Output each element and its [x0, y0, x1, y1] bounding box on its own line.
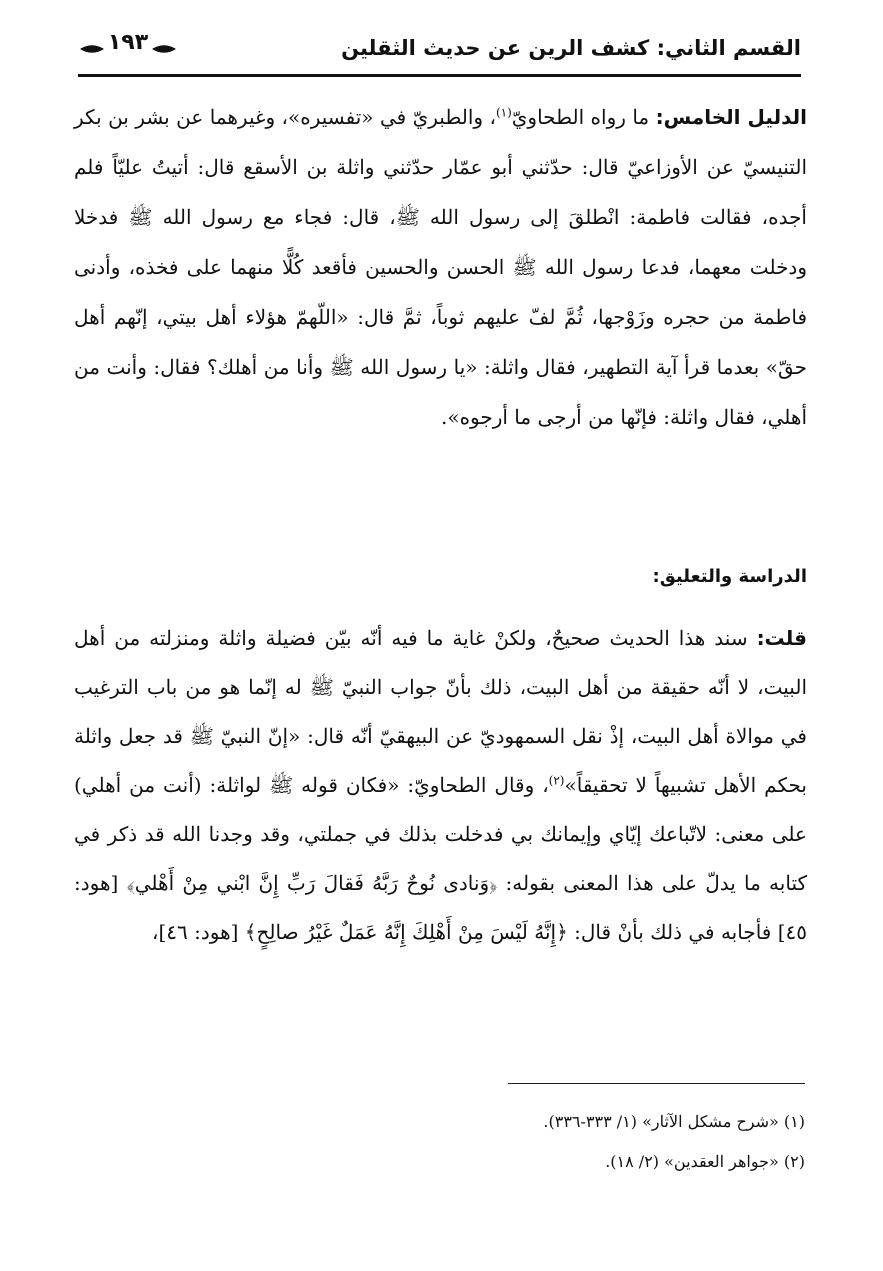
paragraph-text: ، والطبريّ في «تفسيره»، وغيرهما عن بشر بن بكر التنيسيّ عن الأوزاعيّ قال: حدّثني أبو عمّار حدّثني واثلة بن الأسقع قال: أتيتُ عليّاً فلم أجده، فقالت فاطمة: انْطلقَ إلى رسول الله ﷺ، قال: فجاء مع رسول الله ﷺ فدخلا ودخلت معهما، فدعا رسول الله ﷺ الحسن والحسين فأقعد كُلًّا منهما على فخذه، وأدنى فاطمة من حجره وزَوْجها، ثُمَّ لفّ عليهم ثوباً، ثمَّ قال: «اللّهمّ هؤلاء أهل بيتي، إنّهم أهل حقّ» بعدما قرأ آية التطهير، فقال واثلة: «يا رسول الله ﷺ وأنا من أهلك؟ فقال: وأنت من أهلي، فقال واثلة: فإنّها من أرجى ما أرجوه».	[74, 105, 808, 429]
paragraph-text: ما رواه الطحاويّ	[511, 105, 656, 129]
footnote: (٢) «جواهر العقدين» (٢/ ١٨).	[605, 1152, 805, 1171]
page-number-block	[78, 30, 178, 64]
footnote-divider	[508, 1083, 805, 1084]
paragraph-evidence-five	[74, 92, 807, 442]
footnotes	[74, 1110, 805, 1190]
page-header	[78, 30, 801, 77]
paragraph-text: سند هذا الحديث صحيحٌ، ولكنْ غاية ما فيه أنّه بيّن فضيلة واثلة ومنزلته من أهل البيت، لا أنّه حقيقة من أهل البيت، ذلك بأنّ جواب النبيّ ﷺ له إنّما هو من باب الترغيب في موالاة أهل البيت، إذْ نقل السمهوديّ عن البيهقيّ أنّه قال: «إنّ النبيّ ﷺ قد جعل واثلة بحكم الأهل تشبيهاً لا تحقيقاً»	[74, 626, 807, 797]
footnote-ref: (٢)	[548, 773, 565, 788]
running-title: القسم الثاني: كشف الرين عن حديث الثقلين	[341, 36, 801, 60]
page-number: ١٩٣	[107, 30, 149, 55]
footnote: (١) «شرح مشكل الآثار» (١/ ٣٣٣-٣٣٦).	[543, 1112, 805, 1131]
paragraph-text: ، وقال الطحاويّ: «فكان قوله ﷺ لواثلة: (أنت من أهلي) على معنى: لاتّباعك إيّاي وإيمانك بي فدخلت بذلك في جملتي، وقد وجدنا الله قد ذكر في كتابه ما يدلّ على هذا المعنى بقوله: ﴿وَنادى نُوحٌ رَبَّهُ فَقالَ رَبِّ إِنَّ ابْني مِنْ أَهْلي﴾ [هود: ٤٥] فأجابه في ذلك بأنْ قال: ﴿إِنَّهُ لَيْسَ مِنْ أَهْلِكَ إِنَّهُ عَمَلٌ غَيْرُ صالِحٍ﴾ [هود: ٤٦]،	[74, 773, 807, 944]
footnote-ref: (١)	[495, 105, 512, 120]
section-heading: الدراسة والتعليق:	[652, 566, 807, 587]
paragraph-lead: قلت:	[756, 626, 807, 650]
paragraph-commentary	[74, 614, 807, 957]
paragraph-lead: الدليل الخامس:	[655, 105, 807, 129]
